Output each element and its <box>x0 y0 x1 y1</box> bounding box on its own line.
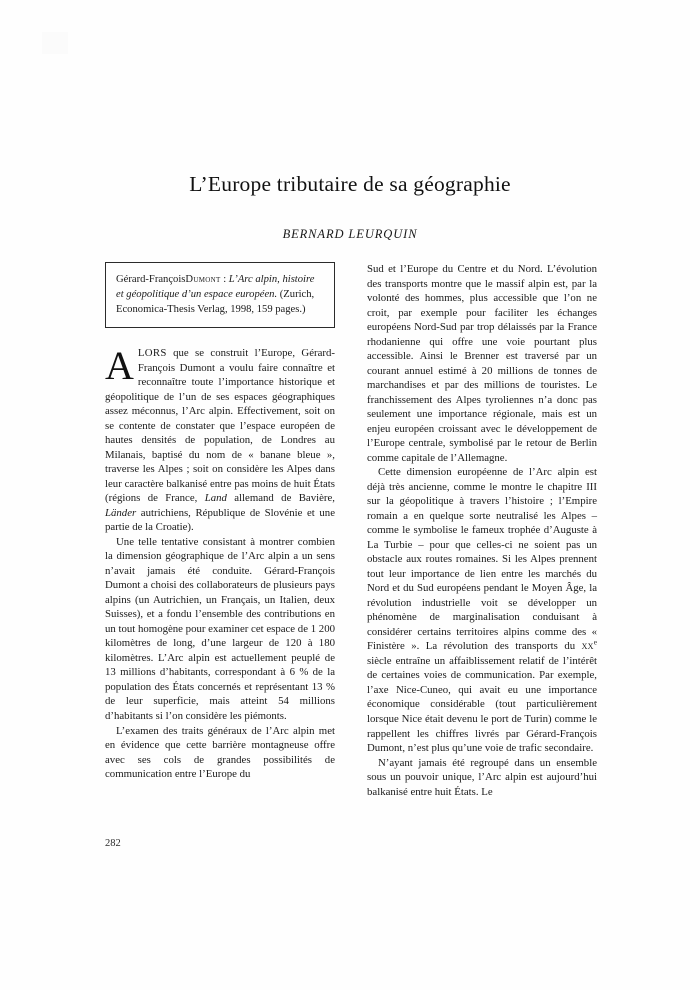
century-ordinal-suffix: e <box>593 637 597 647</box>
page-title: L’Europe tributaire de sa géographie <box>189 172 511 196</box>
opening-smallcaps: LORS <box>137 347 167 360</box>
reference-work-title: L’Arc alpin, histoire et géopolitique d’un espace européen. <box>116 274 315 301</box>
reference-box <box>105 262 335 328</box>
reference-author-firstname: Gérard-François <box>116 274 186 285</box>
left-column-text <box>105 343 335 781</box>
paragraph-4: Sud et l’Europe du Centre et du Nord. L’évolution des transports montre que le massif alpin est, par la volonté des hommes, plus accessible que l’on ne croit, par exemple pour faciliter les échanges européens Nord-Sud par trop délaissés par la France rhodanienne qui offre une voie pourtant plus accessible. Ainsi le Brenner est traversé par un courant annuel estimé à 20 millions de tonnes de marchandises et par des millions de touristes. Le franchissement des Alpes tyroliennes n’a donc pas seulement une importance régionale, mais est un enjeu européen croissant avec le développement de l’Europe centrale, symbolisé par le retour de Berlin comme capitale de l’Allemagne. <box>367 263 597 464</box>
paragraph-1-text-b: allemand de Bavière, <box>226 492 335 505</box>
article-author: BERNARD LEURQUIN <box>282 227 418 241</box>
reference-citation <box>116 272 324 317</box>
reference-publication: (Zurich, Economica-Thesis Verlag, 1998, 159 pages.) <box>116 289 315 316</box>
paragraph-5-text-b: siècle entraîne un affaiblissement relatif de l’intérêt de certaines voies de communication. Par exemple, l’axe Nice-Cuneo, qui avait eu une importance économique considérable (tout particulièrement lorsque Nice était devenu le port de Turin) comme le rappellent les chiffres livrés par Gérard-François Dumont, n’est plus qu’une voie de trafic secondaire. <box>367 654 597 755</box>
reference-author-surname: Dumont <box>185 274 221 285</box>
right-column <box>367 262 597 799</box>
term-land: Land <box>204 492 227 505</box>
paragraph-opening <box>105 343 335 535</box>
century-numeral: xx <box>581 640 594 653</box>
paragraph-2: Une telle tentative consistant à montrer combien la dimension géographique de l’Arc alpin a un sens n’avait jamais été conduite. Gérard-François Dumont a choisi des collaborateurs de plusieurs pays alpins (un Autrichien, un Français, un Italien, deux Suisses), et a fondu l’ensemble des contributions en un tout homogène pour examiner cet espace de 1 200 kilomètres de long, d’une largeur de 120 à 180 kilomètres. L’Arc alpin est actuellement peuplé de 13 millions d’habitants, correspondant à 6 % de la population des États concernés et représentant 13 % de leur superficie, mais atteint 54 millions d’habitants si l’on considère les piémonts. <box>105 535 335 722</box>
reference-separator: : <box>220 274 229 285</box>
right-column-text <box>367 262 597 799</box>
term-laender: Länder <box>105 506 137 519</box>
page-number: 282 <box>105 838 121 849</box>
scan-artifact <box>42 32 68 54</box>
paragraph-1-text-c: autrichiens, République de Slovénie et une partie de la Croatie). <box>105 506 335 534</box>
paragraph-6: N’ayant jamais été regroupé dans un ensemble sous un pouvoir unique, l’Arc alpin est aujourd’hui balkanisé entre huit États. Le <box>367 756 597 798</box>
left-column <box>105 262 335 799</box>
two-column-body <box>105 262 597 799</box>
drop-cap-letter: A <box>105 343 134 389</box>
page-header-block <box>105 0 595 242</box>
paragraph-1-text-a: que se construit l’Europe, Gérard-François Dumont a voulu faire connaître et reconnaître toute l’importance historique et géopolitique de l’un de ses espaces géographiques assez méconnus, l’Arc alpin. Effectivement, soit on se contente de constater que l’espace européen de hautes densités de population, de Londres au Milanais, baptisé du nom de « banane bleue », traverse les Alpes ; soit on considère les Alpes dans leur caractère balkanisé entre pas moins de huit États (régions de France, <box>105 347 335 505</box>
paragraph-5 <box>367 465 597 755</box>
paragraph-3: L’examen des traits généraux de l’Arc alpin met en évidence que cette barrière montagneuse offre avec ses cols de grandes possibilités de communication entre l’Europe du <box>105 724 335 781</box>
paragraph-5-text-a: Cette dimension européenne de l’Arc alpin est déjà très ancienne, comme le montre le chapitre III sur la géopolitique à travers l’histoire ; l’Empire romain a en quelque sorte neutralisé les Alpes – comme le symbolise le fameux trophée d’Auguste à La Turbie – pour que celles-ci ne soient pas un obstacle aux routes romaines. Si les Alpes prennent tout leur importance de lien entre les marchés du Nord et du Sud européens pendant le Moyen Âge, la révolution industrielle voit se développer un phénomène de marginalisation conduisant à considérer certains territoires alpins comme des « Finistère ». La révolution des transports du <box>367 466 597 653</box>
